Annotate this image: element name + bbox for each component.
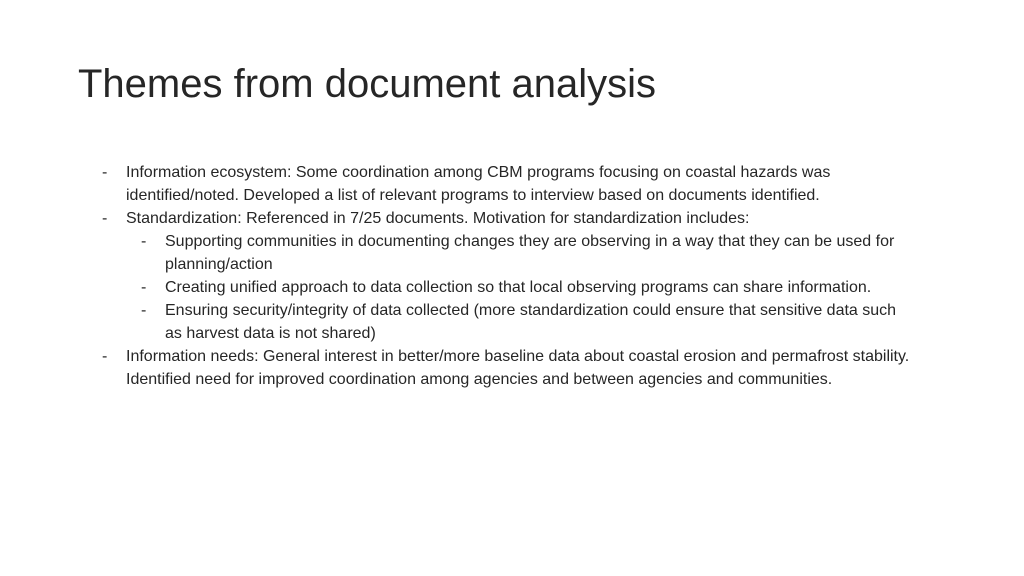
sub-bullet-security-integrity — [100, 299, 910, 345]
bullet-text: Creating unified approach to data collection so that local observing programs can share information. — [165, 279, 872, 296]
sub-bullet-supporting-communities — [100, 230, 910, 276]
bullet-text: Information ecosystem: Some coordination among CBM programs focusing on coastal hazards was identified/noted. Developed a list of relevant programs to interview based on documents identified. — [126, 164, 831, 204]
bullet-list — [100, 161, 910, 391]
slide-title: Themes from document analysis — [78, 62, 657, 106]
bullet-marker: - — [102, 348, 108, 365]
bullet-text: Information needs: General interest in better/more baseline data about coastal erosion and permafrost stability. Identified need for improved coordination among agencies and between agencies and communities. — [126, 348, 910, 388]
bullet-text: Supporting communities in documenting changes they are observing in a way that they can be used for planning/action — [165, 233, 895, 273]
bullet-marker: - — [141, 302, 147, 319]
bullet-marker: - — [102, 164, 108, 181]
bullet-information-ecosystem — [100, 161, 910, 207]
bullet-text: Ensuring security/integrity of data collected (more standardization could ensure that sensitive data such as harvest data is not shared) — [165, 302, 897, 342]
bullet-marker: - — [141, 233, 147, 250]
bullet-text: Standardization: Referenced in 7/25 documents. Motivation for standardization includes: — [126, 210, 750, 227]
bullet-standardization — [100, 207, 910, 230]
bullet-marker: - — [102, 210, 108, 227]
sub-bullet-unified-approach — [100, 276, 910, 299]
bullet-marker: - — [141, 279, 147, 296]
bullet-information-needs — [100, 345, 910, 391]
